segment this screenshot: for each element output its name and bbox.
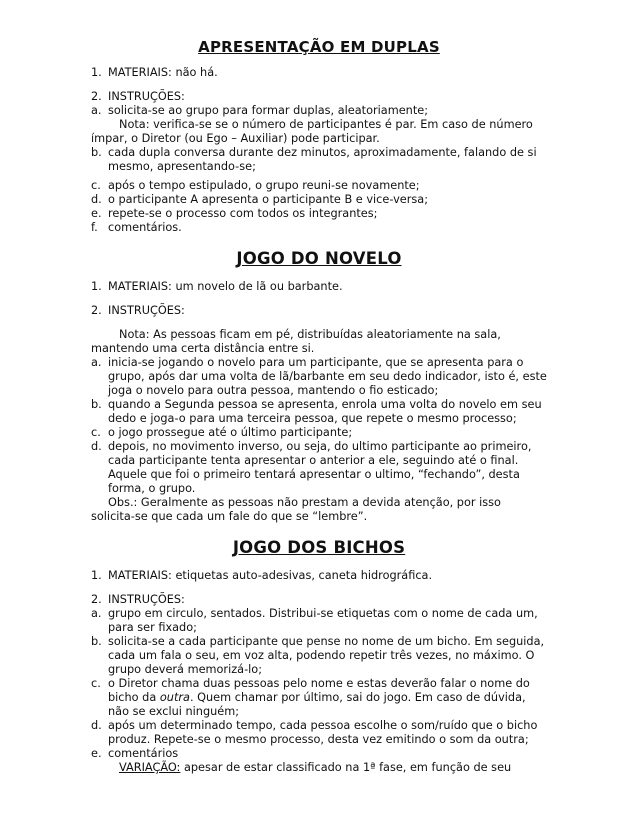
step-text: solicita-se ao grupo para formar duplas, aleatoriamente; (108, 104, 429, 117)
materials-text: MATERIAIS: um novelo de lã ou barbante. (108, 280, 343, 293)
step-text-part: o Diretor chama duas pessoas pelo nome e estas deverão falar o nome do bicho da (108, 677, 530, 704)
step-text: grupo em circulo, sentados. Distribui-se etiquetas com o nome de cada um, para ser fixado; (108, 607, 538, 634)
list-marker: f. (91, 221, 98, 234)
instruction-step-c (91, 677, 547, 719)
step-text: depois, no movimento inverso, ou seja, do ultimo participante ao primeiro, cada participante tenta apresentar o anterior a ele, seguindo até o final. Aquele que foi o primeiro tentará apresentar o ultimo, “fechando”, desta forma, o grupo. (108, 440, 532, 495)
list-marker: d. (91, 193, 102, 206)
list-marker: 1. (91, 280, 102, 293)
step-text: quando a Segunda pessoa se apresenta, enrola uma volta do novelo em seu dedo e joga-o para uma terceira pessoa, que repete o mesmo processo; (108, 398, 542, 425)
step-text: cada dupla conversa durante dez minutos, aproximadamente, falando de si mesmo, apresentando-se; (108, 146, 537, 173)
instruction-step-f (91, 221, 547, 235)
instructions-heading: INSTRUÇÕES: (108, 304, 185, 317)
materials-item (91, 280, 547, 294)
list-marker: b. (91, 635, 102, 648)
instruction-step-d (91, 193, 547, 207)
list-marker: a. (91, 607, 102, 620)
list-marker: a. (91, 104, 102, 117)
instructions-item (91, 90, 547, 104)
materials-text: MATERIAIS: não há. (108, 66, 218, 79)
list-marker: 1. (91, 569, 102, 582)
instruction-step-e (91, 207, 547, 221)
list-marker: e. (91, 747, 102, 760)
section-title-novelo: JOGO DO NOVELO (236, 249, 402, 268)
instruction-step-b (91, 146, 547, 174)
step-text: repete-se o processo com todos os integrantes; (108, 207, 378, 220)
variation-text: apesar de estar classificado na 1ª fase, em função de seu (180, 761, 512, 774)
list-marker: d. (91, 719, 102, 732)
step-text: comentários. (108, 221, 182, 234)
list-marker: 2. (91, 593, 102, 606)
list-marker: a. (91, 356, 102, 369)
step-text (108, 677, 547, 719)
instruction-step-c (91, 426, 547, 440)
instruction-step-d (91, 719, 547, 747)
list-marker: c. (91, 426, 101, 439)
instructions-heading: INSTRUÇÕES: (108, 90, 185, 103)
list-marker: 2. (91, 304, 102, 317)
step-text: o jogo prossegue até o último participante; (108, 426, 353, 439)
step-text-part: . Quem chamar por último, sai do jogo. Em caso de dúvida, não se exclui ninguém; (108, 691, 526, 718)
step-text: após um determinado tempo, cada pessoa escolhe o som/ruído que o bicho produz. Repete-se o mesmo processo, desta vez emitindo o som da outra; (108, 719, 538, 746)
instruction-step-a (91, 356, 547, 398)
list-marker: c. (91, 179, 101, 192)
materials-item (91, 66, 547, 80)
instructions-heading: INSTRUÇÕES: (108, 593, 185, 606)
document-page (91, 38, 547, 775)
instructions-item (91, 593, 547, 607)
note-paragraph: Nota: verifica-se se o número de participantes é par. Em caso de número ímpar, o Diretor (ou Ego – Auxiliar) pode participar. (91, 118, 533, 145)
emphasis-outra: outra (159, 691, 190, 704)
step-text: solicita-se a cada participante que pense no nome de um bicho. Em seguida, cada um fala o seu, em voz alta, podendo repetir três vezes, no máximo. O grupo deverá memorizá-lo; (108, 635, 545, 676)
instruction-step-c (91, 179, 547, 193)
variation-label: VARIAÇÃO: (119, 761, 181, 774)
instruction-step-a (91, 104, 547, 118)
section-title-apresentacao: APRESENTAÇÃO EM DUPLAS (198, 38, 440, 56)
list-marker: 2. (91, 90, 102, 103)
step-text: após o tempo estipulado, o grupo reuni-se novamente; (108, 179, 420, 192)
step-text: comentários (108, 747, 179, 760)
list-marker: e. (91, 207, 102, 220)
section-title-bichos: JOGO DOS BICHOS (232, 538, 406, 557)
instruction-step-a (91, 607, 547, 635)
instructions-item (91, 304, 547, 318)
list-marker: b. (91, 398, 102, 411)
observation-paragraph: Obs.: Geralmente as pessoas não prestam a devida atenção, por isso solicita-se que cada um fale do que se “lembre”. (91, 496, 501, 523)
step-text: inicia-se jogando o novelo para um participante, que se apresenta para o grupo, após dar uma volta de lã/barbante em seu dedo indicador, isto é, este joga o novelo para outra pessoa, mantendo o fio esticado; (108, 356, 547, 397)
instruction-step-b (91, 398, 547, 426)
variation-paragraph (91, 761, 547, 775)
step-text: o participante A apresenta o participante B e vice-versa; (108, 193, 428, 206)
instruction-step-d (91, 440, 547, 496)
note-paragraph: Nota: As pessoas ficam em pé, distribuídas aleatoriamente na sala, mantendo uma certa distância entre si. (91, 328, 501, 355)
materials-item (91, 569, 547, 583)
list-marker: c. (91, 677, 101, 690)
materials-text: MATERIAIS: etiquetas auto-adesivas, caneta hidrográfica. (108, 569, 433, 582)
list-marker: 1. (91, 66, 102, 79)
instruction-step-e (91, 747, 547, 761)
list-marker: d. (91, 440, 102, 453)
list-marker: b. (91, 146, 102, 159)
instruction-step-b (91, 635, 547, 677)
